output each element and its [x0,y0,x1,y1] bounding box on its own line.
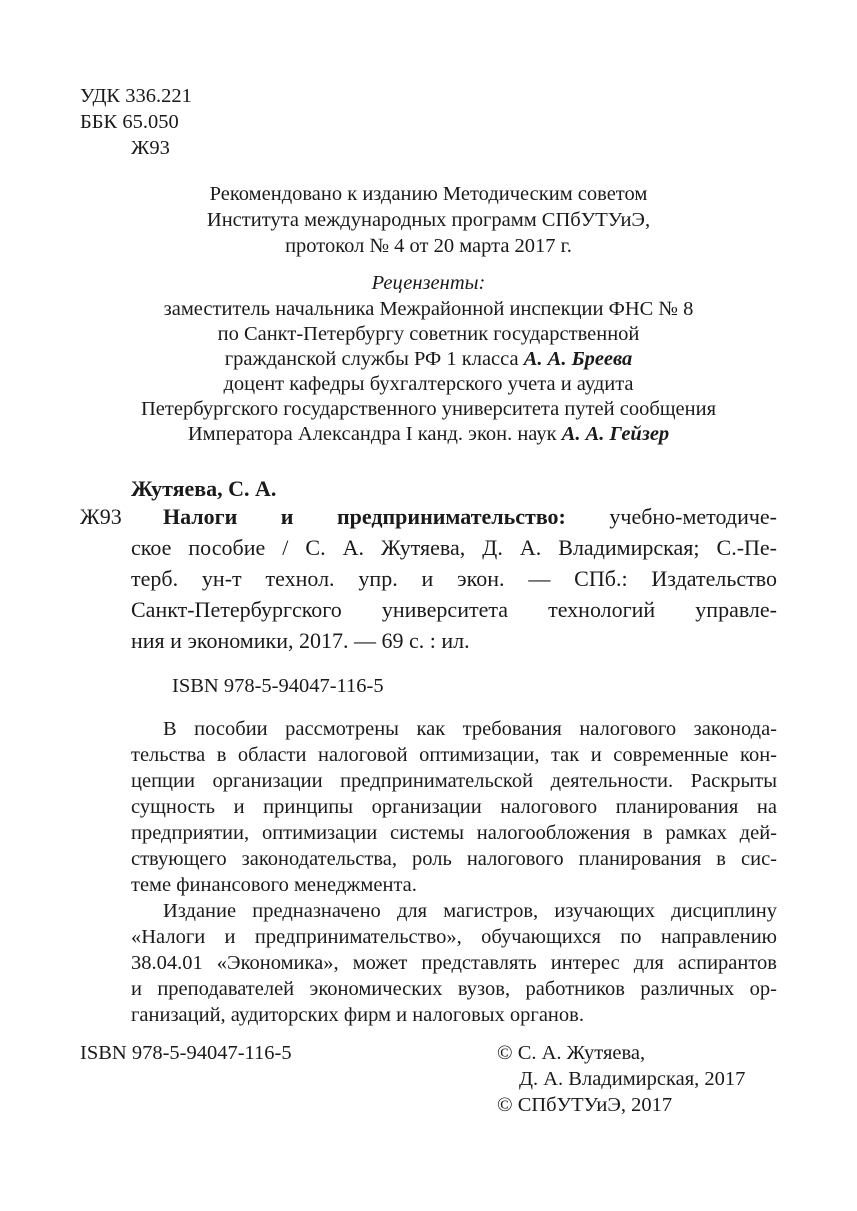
recommendation-line: протокол № 4 от 20 марта 2017 г. [285,235,572,257]
recommendation-line: Рекомендовано к изданию Методическим советом [209,183,648,205]
copyright-line: © СПбУТУиЭ, 2017 [497,1094,673,1116]
annotation-line: «Налоги и предпринимательство», обучающихся по направлению [131,926,777,948]
annotation-line: и преподавателей экономических вузов, работников различных ор- [131,978,777,1000]
reviewer-line: доцент кафедры бухгалтерского учета и аудита [223,373,634,395]
copyright-line: Д. А. Владимирская, 2017 [519,1068,746,1090]
footer-isbn: ISBN 978-5-94047-116-5 [80,1042,292,1064]
annotation-line: ствующего законодательства, роль налогового планирования в сис- [131,848,777,870]
annotation-line: 38.04.01 «Экономика», может представлять интерес для аспирантов [131,952,777,974]
recommendation-line: Института международных программ СПбУТУиЭ, [206,209,651,231]
annotation-line: Издание предназначено для магистров, изучающих дисциплину [163,900,777,922]
catalog-isbn: ISBN 978-5-94047-116-5 [172,675,384,697]
catalog-author: Жутяева, С. А. [131,476,277,501]
catalog-line: терб. ун-т технол. упр. и экон. — СПб.: Издательство [131,566,777,591]
reviewer-line: заместитель начальника Межрайонной инспекции ФНС № 8 [163,298,694,320]
catalog-line: ния и экономики, 2017. — 69 с. : ил. [131,628,470,653]
catalog-line [163,503,777,531]
copyright-line: © С. А. Жутяева, [497,1042,646,1064]
book-title: Налоги и предпринимательство: [163,504,566,529]
reviewer-line [0,421,857,447]
udk-code: УДК 336.221 [80,85,192,107]
reviewer-line [0,346,857,372]
reviewer-position: Императора Александра I канд. экон. наук [187,423,562,445]
annotation-line: предприятии, оптимизации системы налогообложения в рамках дей- [131,822,777,844]
reviewer-position: гражданской службы РФ 1 класса [224,348,524,370]
catalog-code: Ж93 [80,504,122,529]
annotation-line: тельства в области налоговой оптимизации, так и современные кон- [131,744,777,766]
annotation-line: теме финансового менеджмента. [131,874,417,896]
reviewer-name: А. А. Гейзер [561,423,670,445]
annotation-line: ганизаций, аудиторских фирм и налоговых органов. [131,1004,584,1026]
author-sign: Ж93 [131,137,170,159]
reviewer-name: А. А. Бреева [523,348,633,370]
catalog-line: Санкт-Петербургского университета технологий управле- [131,597,777,622]
annotation-line: сущность и принципы организации налогового планирования на [131,796,777,818]
annotation-line: цепции организации предпринимательской деятельности. Раскрыты [131,770,777,792]
reviewers-title: Рецензенты: [371,272,486,294]
reviewer-line: Петербургского государственного университета путей сообщения [140,398,717,420]
catalog-line: ское пособие / С. А. Жутяева, Д. А. Владимирская; С.-Пе- [131,535,777,560]
bbk-code: ББК 65.050 [80,111,179,133]
annotation-line: В пособии рассмотрены как требования налогового законода- [163,718,777,740]
reviewer-line: по Санкт-Петербургу советник государственной [217,323,640,345]
book-title-rest: учебно-методиче- [609,504,777,529]
